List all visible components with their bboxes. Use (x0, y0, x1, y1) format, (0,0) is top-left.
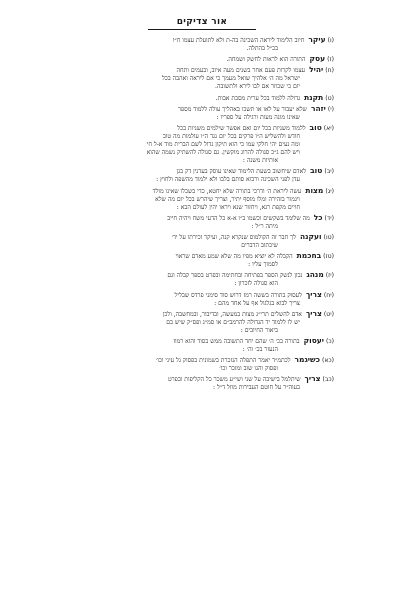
entry-number: (ח) (325, 67, 334, 75)
entry-heading: טוב (309, 123, 322, 132)
entry-text: חיוב הלימוד ליראה השכינה בה-ת ולא לתועלת עצמו ח״ו (172, 37, 305, 44)
entry-text: מיתה ר״ל : (251, 222, 278, 230)
entry-text: שיכתוב הדברים (241, 242, 278, 250)
entry-text: שיתלמל בישיבה על שני ושי״ע משכר כל הקליפות ובפרט (168, 376, 301, 384)
entry-heading: צריך (305, 290, 322, 299)
entry-line (74, 157, 334, 165)
page-edge (396, 0, 404, 600)
entry (74, 94, 334, 103)
entry-text: ויגמור בזהירה ומלו מוסף יתיר, וצריך שיהרש בכל יום מה שלא (155, 195, 300, 203)
entry-text: שלא יעבור על לאו או תשכו באהליך עולה ללמוד מספר (178, 105, 307, 113)
entry-heading: כל (313, 213, 323, 222)
entry-line (74, 141, 334, 149)
entry-number: (ט) (325, 94, 334, 102)
entry-text: ומה נעים יהי חלקי עמו כי הוא תיקון גדול לשם הברית מוד א-ל חי (146, 141, 300, 149)
entry-text: ישראל מה ה׳ אלהיך שואל מעמך כי אם ליראה ואהבה בכל (161, 75, 300, 83)
entry-heading: צריך (305, 309, 322, 318)
entry-text: הנעזר בכ׳ וה׳ : (242, 346, 278, 354)
entry-line (74, 55, 334, 64)
entry-line (74, 149, 334, 157)
entry-text: לך חבר זה הקולמוס שנקרא קנה, ועיקר זכירתו על יד׳ (171, 233, 296, 241)
entry-line (74, 75, 334, 83)
entry-number: (יט) (323, 310, 334, 318)
title-underline (148, 29, 256, 30)
entry-line (74, 176, 334, 184)
entry-line (74, 196, 334, 204)
entry-text: ויש להם ג״כ סגולה להרוג מוקשין. גם סגולה להשתיק נשמה שהוא (146, 149, 300, 157)
entry-text: לכתמ״ד יאמר התפלה הנזכרת בשמונית בפסוק גל עיני וכו׳ (155, 357, 291, 365)
entry-number: (יב) (324, 168, 334, 176)
entry (74, 187, 334, 212)
entry (74, 337, 334, 354)
entry-number: (יג) (325, 187, 334, 195)
entry-line (74, 133, 334, 141)
entry (74, 271, 334, 288)
entry-heading: עסק (309, 55, 326, 64)
entry (74, 167, 334, 184)
entry-text: אדם להשלים תרי״ג מצות במעשה, ובדיבור, ובמחשבה, ולכן (162, 310, 302, 318)
entry-line (74, 375, 334, 384)
entry (74, 66, 334, 91)
entry-line (74, 261, 334, 269)
entry-line (74, 280, 334, 288)
entry-text: צריך לבוא בגלגול אף על אחד מהם : (214, 299, 300, 307)
entry-line (74, 114, 334, 122)
entry-line (74, 204, 334, 212)
entry-line (74, 105, 334, 114)
entry (74, 124, 334, 165)
entry-number: (טז) (323, 253, 334, 261)
entry-line (74, 214, 334, 223)
entry-heading: עיקר (308, 36, 326, 44)
entry-line (74, 300, 334, 308)
entry-number: (ו) (327, 37, 334, 44)
entry-line (74, 167, 334, 176)
entry-line (74, 83, 334, 91)
entry-number: (יא) (323, 124, 334, 132)
entry-line (74, 271, 334, 280)
entry (74, 291, 334, 308)
entry-text: נכון לנשק הספר בפתיחה ובחתימה ובפרט בספר קבלה וגם (167, 272, 303, 280)
entry-text: לסמוך עליו : (248, 261, 278, 269)
entry-text: ביאור החיובים : (240, 326, 278, 334)
entry-text: בעוה״ר על חוטם העבירות מוזל ד״ל : (213, 384, 300, 392)
entry-line (74, 252, 334, 261)
entry-number: (כא) (321, 357, 334, 365)
entry-text: גדולה ללמוד בכל ערית מסכת אבות. (215, 94, 301, 102)
entry-line (74, 319, 334, 327)
entry-text: אותיות משנה : (242, 157, 278, 165)
entry-number: (יח) (323, 291, 334, 299)
entry-line (74, 384, 334, 392)
entry-heading: טוב (310, 167, 323, 176)
entry-text: עדן לפני השכינה ורבוא סותם בלבו ולא ילמוד מהשפה ולחוץ : (156, 176, 300, 184)
entry-line (74, 124, 334, 133)
entry-line (74, 45, 334, 53)
entry-text: ופסוק והגו שוב ומזכר וכו׳ (219, 365, 278, 373)
entry-text: יום כי שכוזר אם לבו לירא ולתשובה. (215, 83, 300, 91)
entry-heading: מצות (305, 186, 324, 195)
entry-text: יש לו ללמוד יד הגדולה להרמב״ם או סמ״ג ופס״ק שיש בם (166, 318, 300, 326)
entry (74, 310, 334, 335)
entry-text: בכ״ל בהתלה. (246, 45, 278, 53)
entry-text: חודש ולהשליש ה״ו פרקים בכל יום נגד ה״ו עולמות מה טוב (162, 132, 300, 140)
entry (74, 375, 334, 392)
entry-text: חויים מקפת רגא, ויחזור שנא ויראו יהין לעולם הבא : (176, 203, 300, 211)
entry-heading: יעסוק (303, 337, 325, 345)
entry-line (74, 242, 334, 250)
entry-line (74, 337, 334, 346)
entry-number: (י) (327, 105, 334, 113)
entry-number: (טו) (323, 233, 334, 241)
entry-number: (ז) (327, 56, 334, 64)
entry-text: עשה ליראת ה׳ ודרכי בתורה שלא יחטא, כדי בשכלו שאינו מולד (152, 187, 302, 195)
entry-text: הוא סגולה לזכרון : (234, 280, 278, 288)
entry-line (74, 365, 334, 373)
entry-line (74, 187, 334, 196)
entry-heading: כשיגמר (294, 356, 320, 365)
entry-line (74, 356, 334, 365)
page-title: אור צדיקים (176, 17, 228, 27)
entry (74, 233, 334, 250)
entry (74, 252, 334, 269)
entry-line (74, 327, 334, 335)
entry-text: ללמוד משניות בכל יום ואם אפשר שילמים משניות בכל (177, 124, 306, 132)
entry-number: (כ) (326, 338, 334, 345)
entry-heading: תקנת (304, 93, 324, 102)
entry-line (74, 36, 334, 45)
entry-text: הקבלה לא יוציא מפיו מה שלא שמע מאדם שראוי (175, 253, 293, 261)
entry-heading: בחכמת (296, 252, 322, 261)
entry-line (74, 223, 334, 231)
entry-text: התורה הוא לראות לחשק ושמחה. (226, 56, 306, 64)
entry-heading: ועקנה (299, 232, 322, 241)
entry-line (74, 310, 334, 319)
entry-line (74, 66, 334, 75)
entry-text: לאדם שיחשוב בשעת הלימוד שאינו עוסק בעדנין דק בגן (176, 168, 307, 176)
entry-text: בתורה בכ׳ ה׳ שהם יחד התשובה ממש בסוד והוא רמוז (173, 338, 300, 345)
entry-text: מה שלומד בשקשים וכשמו ב״ו א-א כל הדעי משח ויהיה חייב (167, 214, 310, 222)
entry-number: (כב) (322, 376, 334, 384)
entry (74, 214, 334, 231)
entry (74, 356, 334, 373)
entry-heading: יזהר (310, 104, 326, 113)
entry-line (74, 94, 334, 103)
entry (74, 55, 334, 64)
entry-heading: יהיל (309, 66, 324, 75)
entry (74, 36, 334, 53)
entry-heading: צריך (304, 375, 321, 384)
entries-list (74, 36, 334, 395)
entry-number: (יז) (325, 272, 334, 280)
entry-text: שאינו מונה מעות ורגילה על ספריו : (216, 113, 300, 121)
entry-line (74, 233, 334, 242)
entry-heading: מנהג (306, 271, 324, 280)
entry-text: עצמו לקרות פעם אחר בשנים מעה איוב, ובעמים ותחה (176, 67, 306, 75)
entry-number: (יד) (324, 214, 334, 222)
entry-line (74, 346, 334, 354)
entry-text: לעסוק בתורה בששה רמז דרוש סוד סימני פרדס שבליל (174, 291, 302, 299)
entry (74, 105, 334, 122)
entry-line (74, 291, 334, 300)
